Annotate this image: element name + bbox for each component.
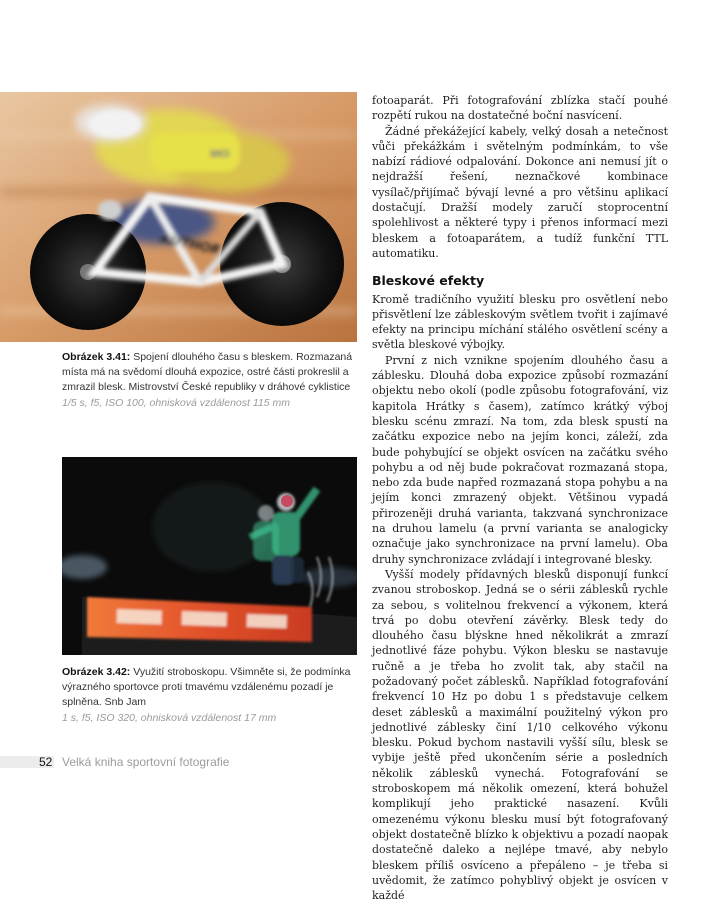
paragraph-2: Žádné překážející kabely, velký dosah a netečnost vůči překážkám i světelným podmínkám, to vše nabízí rádiové odpalování. Dokonce ani nemusí jít o nejdražší řešení, neznačkové kombinace vysílač/přijímač bývají levné a pro většinu aplikací dostačují. Dražší modely zaručí stoprocentní spolehlivost a některé typy i přenos informací mezi bleskem a fotoaparátem, a tudíž funkční TTL automatiku. <box>372 124 668 260</box>
figure-3-42-text: Využití stroboskopu. Všimněte si, že podmínka výrazného sportovce proti tmavému vzdálenému pozadí je splněna. Snb Jam <box>62 666 351 708</box>
page-number: 52 <box>39 755 53 769</box>
figure-3-42-label: Obrázek 3.42: <box>62 666 131 678</box>
figure-3-41-caption <box>62 350 358 411</box>
section-heading: Bleskové efekty <box>372 273 485 289</box>
figure-3-42-caption <box>62 665 358 726</box>
figure-3-42-exif: 1 s, f5, ISO 320, ohnisková vzdálenost 17 mm <box>62 712 277 724</box>
paragraph-5: Vyšší modely přídavných blesků disponují funkcí zvanou stroboskop. Jedná se o sérii záblesků rychle za sebou, s volitelnou frekvencí a výkonem, která trvá po dobu otevření závěrky. Blesk tedy do dlouhého času blýskne hned několikrát a zmrazí jednotlivé fáze pohybu. Výkon blesku se nastavuje ručně a je třeba ho zvolit tak, aby stačil na požadovaný počet záblesků. Například fotografování frekvencí 10 Hz po dobu 1 s představuje celkem deset záblesků a maximální použitelný výkon pro jednotlivé záblesky činí 1/10 celkového výkonu blesku. Pokud bychom nastavili vyšší sílu, blesk se vybije ještě před ukončením série a posledních několik záblesků vynechá. Fotografování se stroboskopem má několik omezení, která bohužel komplikují jeho praktické nasazení. Kvůli omezenému výkonu blesku musí být fotografovaný objekt dostatečně blízko k objektivu a pozadí naopak dostatečně daleko a nejlépe tmavé, aby nebylo bleskem příliš osvíceno a přepáleno – je třeba si uvědomit, že zatímco pohyblivý objekt je osvícen v každé <box>372 567 668 903</box>
figure-3-41-photo <box>0 92 357 342</box>
paragraph-4: První z nich vznikne spojením dlouhého času a záblesku. Dlouhá doba expozice způsobí rozmazání objektu nebo okolí (podle způsobu fotografování, viz kapitola Hrátky s časem), zatímco krátký výboj blesku scénu zmrazí. Na tom, zda blesk spustí na začátku expozice nebo na jejím konci, záleží, zda bude pohybující se objekt osvícen na začátku svého pohybu a od něj bude pokračovat rozmazaná stopa, nebo zda bude napřed rozmazaná stopa pohybu a na jejím konci zmrazený objekt. Většinou vypadá přirozeněji druhá varianta, takzvaná synchronizace na druhou lamelu (a první varianta se analogicky označuje jako synchronizace na první lamelu). Oba druhy synchronizace zvládají i integrované blesky. <box>372 353 668 566</box>
paragraph-1: fotoaparát. Při fotografování zblízka stačí pouhé rozpětí rukou na dostatečné boční nasvícení. <box>372 94 668 123</box>
stroboscope-rider-image <box>62 457 357 655</box>
jersey-print: UCI <box>210 149 230 160</box>
figure-3-41-label: Obrázek 3.41: <box>62 351 131 363</box>
figure-3-42-photo <box>62 457 357 655</box>
book-title: Velká kniha sportovní fotografie <box>62 755 230 769</box>
cyclist-flash-blur-image <box>0 92 357 342</box>
frame-print: AUTHOR <box>159 231 222 259</box>
page-footer <box>0 755 360 769</box>
figure-3-41-text: Spojení dlouhého času s bleskem. Rozmazaná místa má na svědomí dlouhá expozice, ostré části prokreslil a zmrazil blesk. Mistrovství České republiky v dráhové cyklistice <box>62 351 353 393</box>
figure-3-41-exif: 1/5 s, f5, ISO 100, ohnisková vzdálenost 115 mm <box>62 397 291 409</box>
paragraph-3: Kromě tradičního využití blesku pro osvětlení nebo přisvětlení lze zábleskovým světlem tvořit i zajímavé efekty na principu míchání stálého osvětlení scény a světla bleskové výbojky. <box>372 292 668 352</box>
body-text-column <box>372 93 668 903</box>
